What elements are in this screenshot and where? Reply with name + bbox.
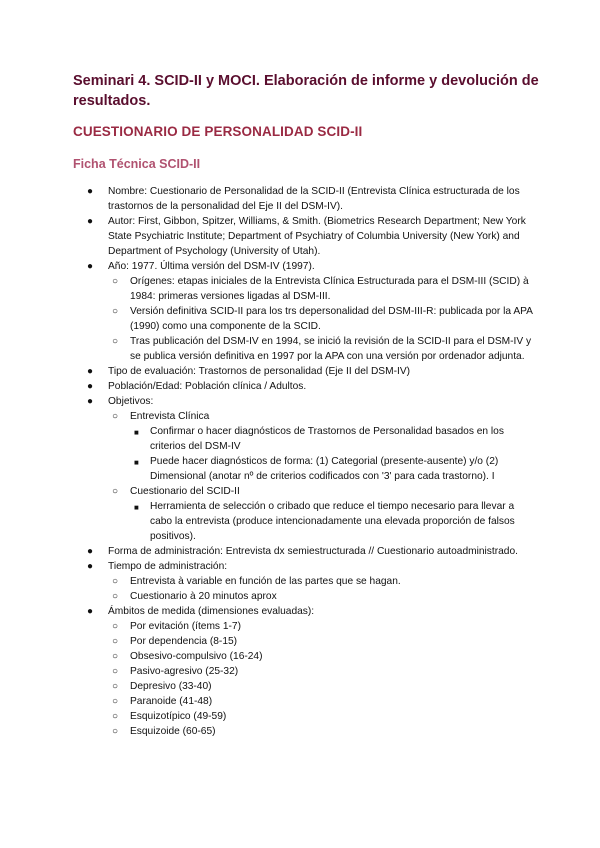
sub-list <box>108 619 533 739</box>
sub-item <box>108 484 533 544</box>
bullet-icon: ● <box>87 261 94 272</box>
circle-bullet-icon: ○ <box>112 621 119 632</box>
sub-item <box>108 634 533 649</box>
sub-list <box>108 274 533 364</box>
circle-bullet-icon: ○ <box>112 666 119 677</box>
item-text: Esquizoide (60-65) <box>130 726 216 737</box>
item-text: Por evitación (ítems 1-7) <box>130 621 241 632</box>
item-text: Esquizotípico (49-59) <box>130 711 227 722</box>
item-text: Entrevista à variable en función de las partes que se hagan. <box>130 576 401 587</box>
item-text: Paranoide (41-48) <box>130 696 213 707</box>
item-text: Versión definitiva SCID-II para los trs depersonalidad del DSM-III-R: publicada por la APA (1990) como una componente de la SCID. <box>130 306 533 332</box>
bullet-icon: ● <box>87 561 94 572</box>
square-bullet-icon: ■ <box>134 503 139 512</box>
circle-bullet-icon: ○ <box>112 576 119 587</box>
item-text: Objetivos: <box>108 396 154 407</box>
subsection-heading: Ficha Técnica SCID-II <box>73 157 201 171</box>
sub-item <box>108 664 533 679</box>
sub-item <box>108 619 533 634</box>
item-text: Tras publicación del DSM-IV en 1994, se inició la revisión de la SCID-II para el DSM-IV y se publica versión definitiva en 1997 por la APA con una versión por ordenador adjunta. <box>130 336 532 362</box>
item-text: Confirmar o hacer diagnósticos de Trastornos de Personalidad basados en los criterios del DSM-IV <box>150 426 504 452</box>
sub-sub-list <box>130 424 533 484</box>
sub-item <box>108 694 533 709</box>
sub-item <box>108 574 533 589</box>
sub-list <box>108 574 533 604</box>
item-text: Pasivo-agresivo (25-32) <box>130 666 239 677</box>
list-item-ano <box>73 259 533 364</box>
square-bullet-icon: ■ <box>134 428 139 437</box>
sub-item <box>108 589 533 604</box>
circle-bullet-icon: ○ <box>112 681 119 692</box>
list-item-tiempo <box>73 559 533 604</box>
bullet-icon: ● <box>87 186 94 197</box>
sub-sub-item <box>130 499 533 544</box>
sub-item <box>108 274 533 304</box>
bullet-icon: ● <box>87 366 94 377</box>
bullet-icon: ● <box>87 546 94 557</box>
circle-bullet-icon: ○ <box>112 636 119 647</box>
item-text: Cuestionario del SCID-II <box>130 486 240 497</box>
circle-bullet-icon: ○ <box>112 336 119 347</box>
circle-bullet-icon: ○ <box>112 726 119 737</box>
circle-bullet-icon: ○ <box>112 651 119 662</box>
item-text: Nombre: Cuestionario de Personalidad de la SCID-II (Entrevista Clínica estructurada de los trastornos de la personalidad del Eje II del DSM-IV). <box>108 186 520 212</box>
circle-bullet-icon: ○ <box>112 276 119 287</box>
item-text: Depresivo (33-40) <box>130 681 212 692</box>
page-title: Seminari 4. SCID-II y MOCI. Elaboración de informe y devolución de resultados. <box>73 73 539 109</box>
item-text: Obsesivo-compulsivo (16-24) <box>130 651 263 662</box>
sub-sub-list <box>130 499 533 544</box>
sub-sub-item <box>130 424 533 454</box>
bullet-icon: ● <box>87 396 94 407</box>
item-text: Ámbitos de medida (dimensiones evaluadas): <box>108 606 315 617</box>
list-item-poblacion <box>73 379 533 394</box>
sub-list <box>108 409 533 544</box>
sub-item <box>108 304 533 334</box>
item-text: Entrevista Clínica <box>130 411 210 422</box>
item-text: Por dependencia (8-15) <box>130 636 238 647</box>
item-text: Tiempo de administración: <box>108 561 228 572</box>
item-text: Orígenes: etapas iniciales de la Entrevista Clínica Estructurada para el DSM-III (SCID) à 1984: primeras versiones ligadas al DSM-III. <box>130 276 529 302</box>
circle-bullet-icon: ○ <box>112 306 119 317</box>
list-item-tipo <box>73 364 533 379</box>
list-item-forma <box>73 544 533 559</box>
main-list <box>73 184 533 739</box>
item-text: Población/Edad: Población clínica / Adultos. <box>108 381 307 392</box>
list-item-autor <box>73 214 533 259</box>
item-text: Tipo de evaluación: Trastornos de personalidad (Eje II del DSM-IV) <box>108 366 411 377</box>
item-text: Cuestionario à 20 minutos aprox <box>130 591 277 602</box>
item-text: Herramienta de selección o cribado que reduce el tiempo necesario para llevar a cabo la entrevista (produce intencionadamente una elevada proporción de falsos positivos). <box>150 501 515 542</box>
sub-sub-item <box>130 454 533 484</box>
bullet-icon: ● <box>87 381 94 392</box>
sub-item <box>108 709 533 724</box>
circle-bullet-icon: ○ <box>112 591 119 602</box>
list-item-objetivos <box>73 394 533 544</box>
sub-item <box>108 649 533 664</box>
bullet-icon: ● <box>87 216 94 227</box>
list-item-ambitos <box>73 604 533 739</box>
bullet-icon: ● <box>87 606 94 617</box>
item-text: Autor: First, Gibbon, Spitzer, Williams, & Smith. (Biometrics Research Department; New York State Psychiatric Institute; Department of Psychiatry of Columbia University (New York) and Department of Psychology (University of Utah). <box>108 216 526 257</box>
item-text: Año: 1977. Última versión del DSM-IV (1997). <box>108 261 315 272</box>
document-body <box>73 184 533 739</box>
item-text: Forma de administración: Entrevista dx semiestructurada // Cuestionario autoadministrado. <box>108 546 518 557</box>
section-heading: CUESTIONARIO DE PERSONALIDAD SCID-II <box>73 124 363 139</box>
circle-bullet-icon: ○ <box>112 711 119 722</box>
square-bullet-icon: ■ <box>134 458 139 467</box>
sub-item <box>108 334 533 364</box>
circle-bullet-icon: ○ <box>112 411 119 422</box>
item-text: Puede hacer diagnósticos de forma: (1) Categorial (presente-ausente) y/o (2) Dimensional (anotar nº de criterios codificados con '3' para cada trastorno). I <box>150 456 499 482</box>
list-item-nombre <box>73 184 533 214</box>
sub-item <box>108 679 533 694</box>
circle-bullet-icon: ○ <box>112 696 119 707</box>
circle-bullet-icon: ○ <box>112 486 119 497</box>
sub-item <box>108 724 533 739</box>
sub-item <box>108 409 533 484</box>
